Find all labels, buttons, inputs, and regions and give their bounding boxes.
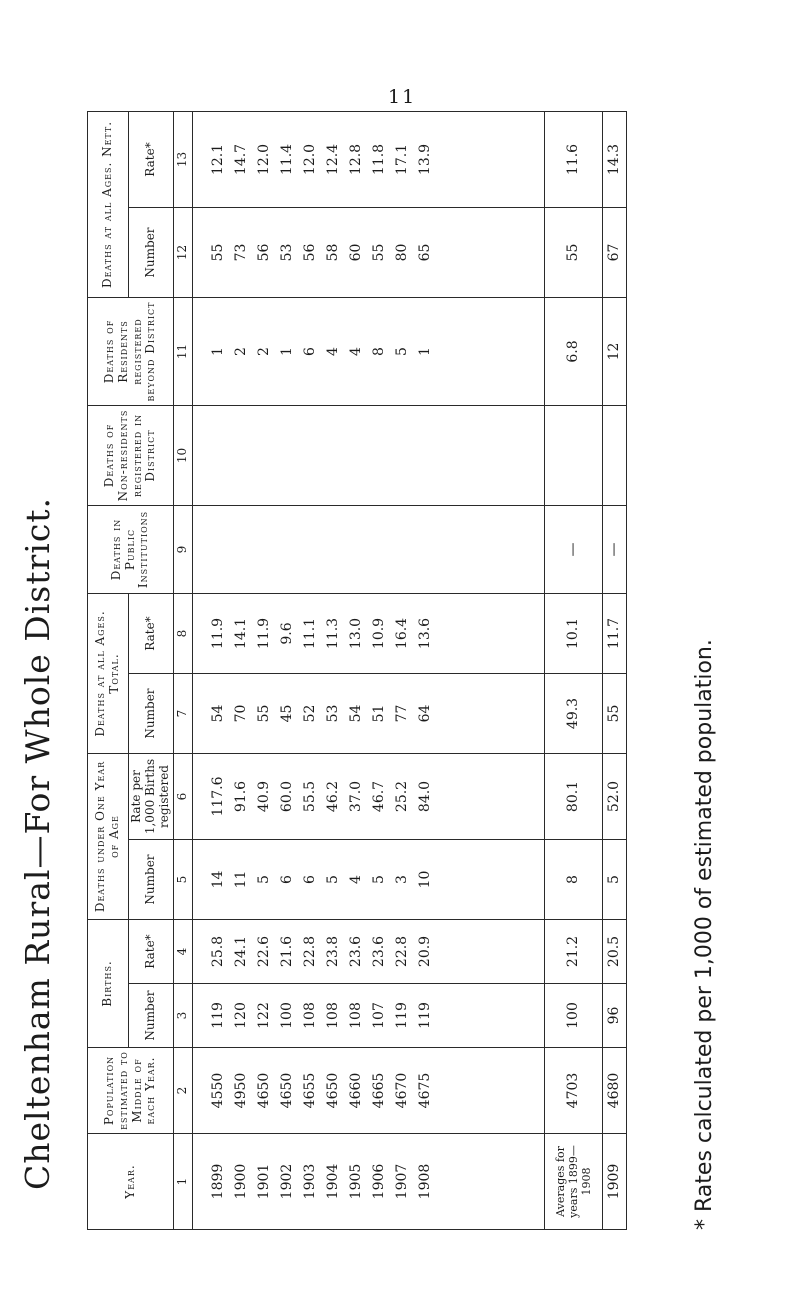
table-cell: 11.9 [210,617,226,650]
table-cell: 53 [325,704,341,723]
table-cell [299,408,322,503]
table-cell [391,408,414,503]
table-cell: 22.6 [256,935,272,968]
table-cell: 23.6 [348,935,364,968]
births-number-column [193,984,545,1048]
table-cell: 1906 [371,1163,387,1200]
table-cell [345,408,368,503]
table-cell: 80 [394,243,410,262]
nett-deaths-rate-column [193,111,545,207]
year-1909-births-rate: 20.5 [602,920,626,984]
table-cell: 13.0 [348,617,364,650]
table-cell: 55 [210,243,226,262]
institution-deaths-column [193,506,545,594]
table-cell: 1 [417,347,433,356]
page-number: 11 [388,86,417,108]
table-cell: 1900 [233,1163,249,1200]
table-cell: 4670 [394,1072,410,1109]
averages-nett-rate: 11.6 [545,111,602,207]
averages-infant-rate: 80.1 [545,754,602,840]
table-cell: 1904 [325,1163,341,1200]
year-1909-total-rate: 11.7 [602,594,626,674]
table-cell: 12.0 [256,143,272,176]
total-deaths-rate-column [193,594,545,674]
table-cell [391,508,414,591]
page-title: Cheltenham Rural—For Whole District. [18,496,57,1190]
table-cell [299,508,322,591]
table-cell: 22.8 [394,935,410,968]
year-1909-nett-number: 67 [602,208,626,298]
table-cell: 1907 [394,1163,410,1200]
table-cell: 11 [233,870,249,889]
header-deaths-non-residents: Deaths of Non-residents registered in District [88,406,174,506]
column-number: 7 [174,674,193,754]
table-cell: 1901 [256,1163,272,1200]
table-cell: 91.6 [233,780,249,813]
header-births: Births. [88,920,129,1048]
table-cell: 53 [279,243,295,262]
table-cell: 51 [371,704,387,723]
year-1909-institution-deaths: — [602,506,626,594]
table-cell [230,408,253,503]
column-number: 8 [174,594,193,674]
header-year: Year. [88,1134,174,1230]
table-cell: 24.1 [233,935,249,968]
table-cell: 1905 [348,1163,364,1200]
births-rate-column [193,920,545,984]
table-cell [230,508,253,591]
table-cell: 4650 [279,1072,295,1109]
table-cell [322,508,345,591]
table-cell: 46.2 [325,780,341,813]
table-cell: 108 [325,1002,341,1029]
table-cell: 73 [233,243,249,262]
table-cell: 77 [394,704,410,723]
subheader-births-rate: Rate* [129,920,174,984]
averages-total-rate: 10.1 [545,594,602,674]
table-cell: 70 [233,704,249,723]
subheader-total-rate: Rate* [129,594,174,674]
table-cell [414,408,437,503]
header-deaths-institutions: Deaths in Public Institutions [88,506,174,594]
table-cell: 25.2 [394,780,410,813]
total-deaths-number-column [193,674,545,754]
table-cell [207,408,230,503]
year-column [193,1134,545,1230]
subheader-total-number: Number [129,674,174,754]
table-cell: 8 [371,347,387,356]
table-cell: 14.7 [233,143,249,176]
table-cell: 65 [417,243,433,262]
table-cell: 4550 [210,1072,226,1109]
table-cell: 11.3 [325,617,341,650]
table-cell: 119 [417,1002,433,1029]
averages-nett-number: 55 [545,208,602,298]
table-cell: 23.8 [325,935,341,968]
vital-statistics-table [87,111,627,1230]
year-1909-infant-number: 5 [602,840,626,920]
table-cell: 13.6 [417,617,433,650]
header-population: Population estimated to Middle of each Year. [88,1048,174,1134]
subheader-infant-rate: Rate per 1,000 Births registered [129,754,174,840]
table-cell [322,408,345,503]
subheader-nett-number: Number [129,208,174,298]
table-cell: 4655 [302,1072,318,1109]
table-cell [276,508,299,591]
table-cell [414,508,437,591]
table-cell: 4950 [233,1072,249,1109]
table-cell: 45 [279,704,295,723]
infant-deaths-rate-column [193,754,545,840]
averages-total-number: 49.3 [545,674,602,754]
table-cell: 55 [371,243,387,262]
table-cell: 2 [256,347,272,356]
table-cell: 10 [417,870,433,889]
table-cell [345,508,368,591]
table-cell: 13.9 [417,143,433,176]
table-cell: 54 [210,704,226,723]
header-deaths-nett: Deaths at all Ages. Nett. [88,111,129,297]
year-1909-resident-beyond: 12 [602,298,626,406]
table-cell: 1899 [210,1163,226,1200]
table-cell: 56 [302,243,318,262]
averages-births-rate: 21.2 [545,920,602,984]
averages-institution-deaths: — [545,506,602,594]
table-cell: 52 [302,704,318,723]
table-cell: 117.6 [210,776,226,817]
table-cell: 60 [348,243,364,262]
table-cell: 55.5 [302,780,318,813]
averages-nonresident-deaths [545,406,602,506]
table-cell: 14.1 [233,617,249,650]
table-cell: 55 [256,704,272,723]
table-cell: 4 [348,347,364,356]
footnote: * Rates calculated per 1,000 of estimated population. [692,639,717,1230]
header-deaths-residents-beyond: Deaths of Residents registered beyond District [88,298,174,406]
column-number: 12 [174,208,193,298]
table-cell: 23.6 [371,935,387,968]
table-cell: 1 [210,347,226,356]
column-number: 11 [174,298,193,406]
averages-resident-beyond: 6.8 [545,298,602,406]
yearly-data-row [193,111,545,1229]
table-cell: 46.7 [371,780,387,813]
table-cell [253,508,276,591]
table-cell: 20.9 [417,935,433,968]
resident-beyond-deaths-column [193,298,545,406]
header-deaths-under-one: Deaths under One Year of Age [88,754,129,920]
column-number: 10 [174,406,193,506]
year-1909-infant-rate: 52.0 [602,754,626,840]
table-cell: 25.8 [210,935,226,968]
table-cell: 119 [394,1002,410,1029]
table-cell: 108 [348,1002,364,1029]
table-cell: 11.1 [302,617,318,650]
table-cell: 11.4 [279,143,295,176]
table-cell: 4675 [417,1072,433,1109]
table-cell [368,408,391,503]
table-cell: 12.0 [302,143,318,176]
subheader-births-number: Number [129,984,174,1048]
table-cell: 60.0 [279,780,295,813]
table-cell: 2 [233,347,249,356]
table-cell: 21.6 [279,935,295,968]
column-number: 4 [174,920,193,984]
averages-infant-number: 8 [545,840,602,920]
table-cell: 12.8 [348,143,364,176]
table-cell: 5 [394,347,410,356]
table-cell: 37.0 [348,780,364,813]
table-cell: 4665 [371,1072,387,1109]
header-deaths-total: Deaths at all Ages. Total. [88,594,129,754]
table-cell: 107 [371,1002,387,1029]
column-number: 3 [174,984,193,1048]
year-1909-nett-rate: 14.3 [602,111,626,207]
table-cell: 1903 [302,1163,318,1200]
column-number: 1 [174,1134,193,1230]
nonresident-deaths-column [193,406,545,506]
column-number: 6 [174,754,193,840]
table-cell: 4650 [256,1072,272,1109]
table-cell [253,408,276,503]
averages-population: 4703 [545,1048,602,1134]
statistics-table-wrapper [87,112,627,1230]
year-1909-row [602,111,626,1229]
table-cell [207,508,230,591]
table-cell: 12.1 [210,143,226,176]
table-cell: 11.9 [256,617,272,650]
table-cell: 17.1 [394,143,410,176]
table-cell: 122 [256,1002,272,1029]
column-number: 5 [174,840,193,920]
table-cell: 58 [325,243,341,262]
year-1909-label: 1909 [602,1134,626,1230]
table-cell [368,508,391,591]
year-1909-nonresident-deaths [602,406,626,506]
table-cell: 4650 [325,1072,341,1109]
table-cell: 22.8 [302,935,318,968]
subheader-infant-number: Number [129,840,174,920]
nett-deaths-number-column [193,208,545,298]
year-1909-births-number: 96 [602,984,626,1048]
averages-label: Averages for years 1899—1908 [545,1134,602,1230]
rotated-table-frame [87,112,627,1230]
table-cell: 16.4 [394,617,410,650]
table-cell: 64 [417,704,433,723]
table-cell: 6 [302,347,318,356]
table-cell: 9.6 [279,622,295,645]
column-number: 9 [174,506,193,594]
year-1909-population: 4680 [602,1048,626,1134]
infant-deaths-number-column [193,840,545,920]
table-cell: 5 [325,875,341,884]
table-cell [276,408,299,503]
table-cell: 5 [371,875,387,884]
table-cell: 6 [279,875,295,884]
table-cell: 11.8 [371,143,387,176]
averages-row [545,111,602,1229]
table-cell: 56 [256,243,272,262]
table-cell: 10.9 [371,617,387,650]
table-cell: 14 [210,870,226,889]
column-number: 2 [174,1048,193,1134]
table-cell: 4 [348,875,364,884]
year-1909-total-number: 55 [602,674,626,754]
table-cell: 1902 [279,1163,295,1200]
table-cell: 5 [256,875,272,884]
table-cell: 4660 [348,1072,364,1109]
table-cell: 3 [394,875,410,884]
table-cell: 54 [348,704,364,723]
table-cell: 119 [210,1002,226,1029]
table-cell: 100 [279,1002,295,1029]
subheader-nett-rate: Rate* [129,111,174,207]
column-number: 13 [174,111,193,207]
population-column [193,1048,545,1134]
table-cell: 4 [325,347,341,356]
averages-births-number: 100 [545,984,602,1048]
table-cell: 6 [302,875,318,884]
table-cell: 108 [302,1002,318,1029]
table-cell: 12.4 [325,143,341,176]
table-cell: 84.0 [417,780,433,813]
table-cell: 40.9 [256,780,272,813]
table-cell: 1 [279,347,295,356]
table-cell: 120 [233,1002,249,1029]
table-cell: 1908 [417,1163,433,1200]
